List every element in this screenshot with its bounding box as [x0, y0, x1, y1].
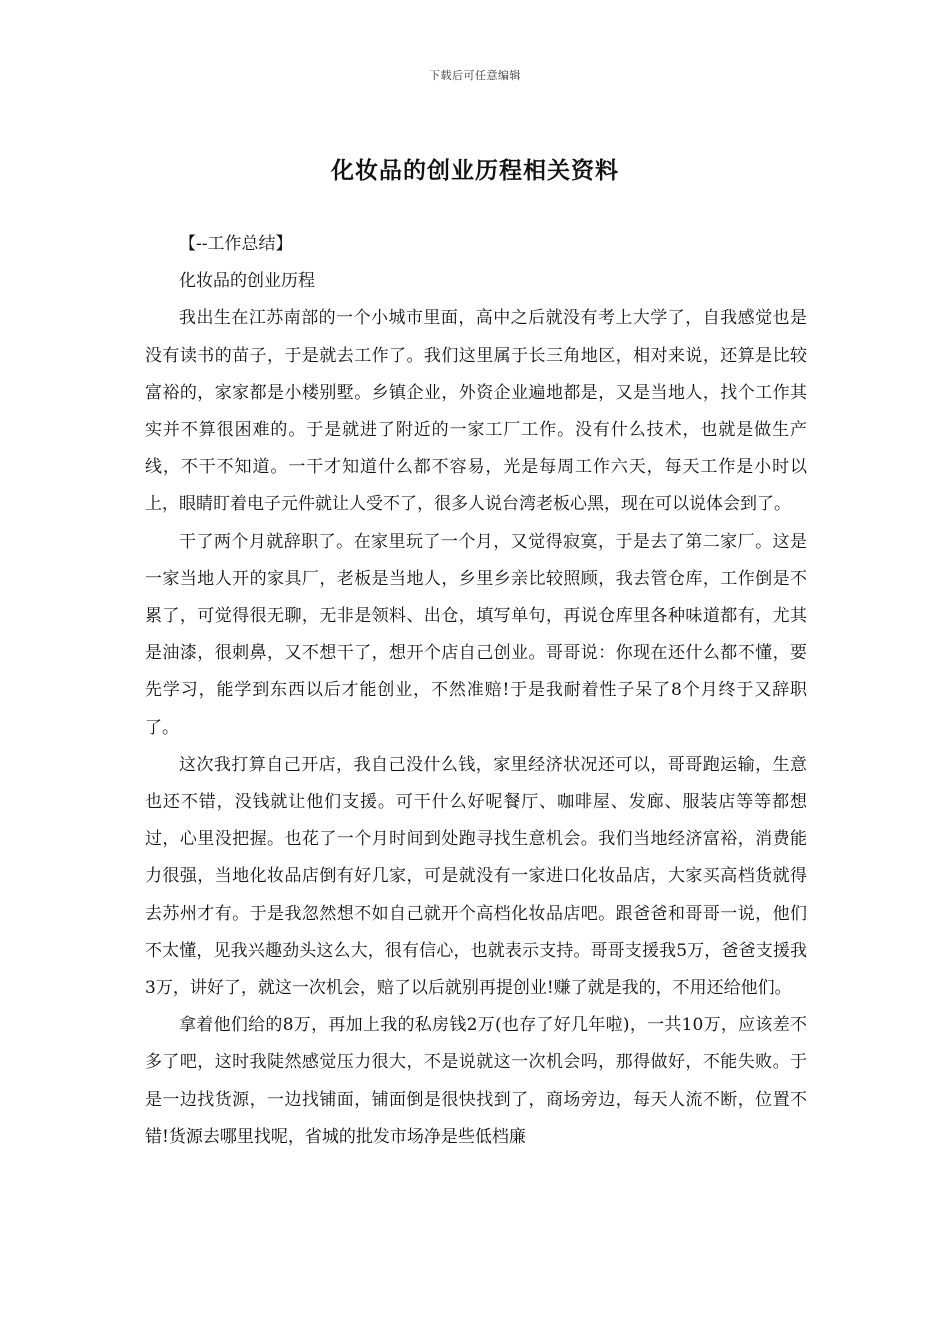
- category-tag: 【--工作总结】: [179, 234, 293, 254]
- document-title: 化妆品的创业历程相关资料: [331, 157, 619, 184]
- paragraph: 干了两个月就辞职了。在家里玩了一个月，又觉得寂寞，于是去了第二家厂。这是一家当地人开的家具厂，老板是当地人，乡里乡亲比较照顾，我去管仓库，工作倒是不累了，可觉得很无聊，无非是领料、出仓，填写单句，再说仓库里各种味道都有，尤其是油漆，很刺鼻，又不想干了，想开个店自己创业。哥哥说：你现在还什么都不懂，要先学习，能学到东西以后才能创业，不然准赔!于是我耐着性子呆了8个月终于又辞职了。: [145, 531, 807, 738]
- paragraph: 这次我打算自己开店，我自己没什么钱，家里经济状况还可以，哥哥跑运输，生意也还不错，没钱就让他们支援。可干什么好呢餐厅、咖啡屋、发廊、服装店等等都想过，心里没把握。也花了一个月时间到处跑寻找生意机会。我们当地经济富裕，消费能力很强，当地化妆品店倒有好几家，可是就没有一家进口化妆品店，大家买高档货就得去苏州才有。于是我忽然想不如自己就开个高档化妆品店吧。跟爸爸和哥哥一说，他们不太懂，见我兴趣劲头这么大，很有信心，也就表示支持。哥哥支援我5万，爸爸支援我3万，讲好了，就这一次机会，赔了以后就别再提创业!赚了就是我的，不用还给他们。: [145, 754, 807, 999]
- paragraph: 拿着他们给的8万，再加上我的私房钱2万(也存了好几年啦)，一共10万，应该差不多了吧，这时我陡然感觉压力很大，不是说就这一次机会吗，那得做好，不能失败。于是一边找货源，一边找铺面，铺面倒是很快找到了，商场旁边，每天人流不断，位置不错!货源去哪里找呢，省城的批发市场净是些低档廉: [145, 1015, 807, 1147]
- paragraph: 我出生在江苏南部的一个小城市里面，高中之后就没有考上大学了，自我感觉也是没有读书的苗子，于是就去工作了。我们这里属于长三角地区，相对来说，还算是比较富裕的，家家都是小楼别墅。乡镇企业，外资企业遍地都是，又是当地人，找个工作其实并不算很困难的。于是就进了附近的一家工厂工作。没有什么技术，也就是做生产线，不干不知道。一干才知道什么都不容易，光是每周工作六天，每天工作是小时以上，眼睛盯着电子元件就让人受不了，很多人说台湾老板心黑，现在可以说体会到了。: [145, 308, 807, 515]
- header-note: 下载后可任意编辑: [429, 69, 521, 82]
- document-subtitle: 化妆品的创业历程: [179, 271, 315, 292]
- document-body: [145, 226, 807, 1156]
